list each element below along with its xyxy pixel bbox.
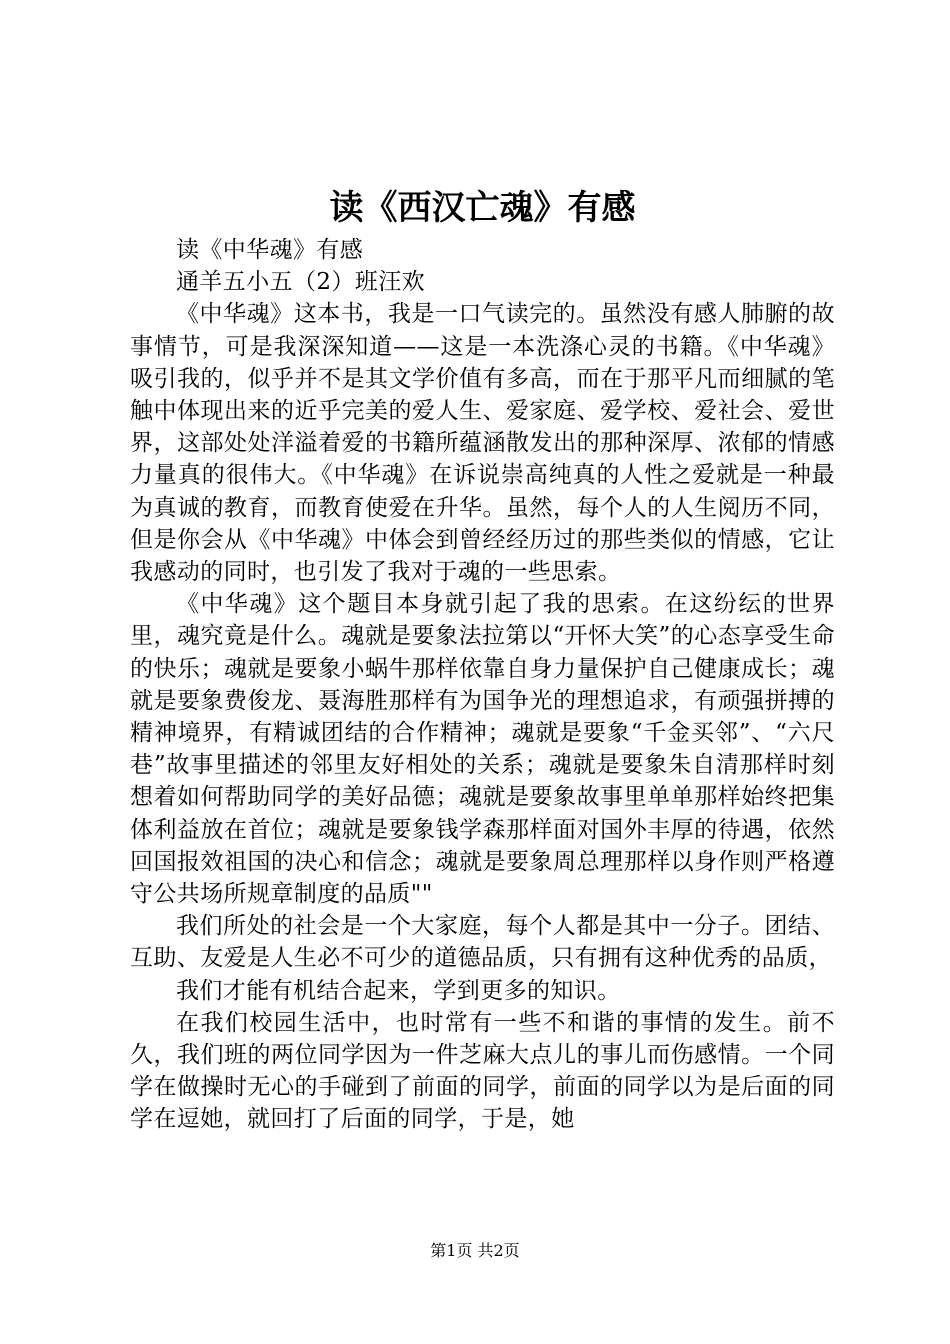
- author-paragraph: 通羊五小五（2）班汪欢: [176, 269, 426, 296]
- page-footer: 第1页 共2页: [430, 1241, 520, 1260]
- subtitle-paragraph: 读《中华魂》有感: [176, 237, 364, 263]
- body-paragraph: 我们所处的社会是一个大家庭，每个人都是其中一分子。团结、互助、友爱是人生必不可少的道德品质，只有拥有这种优秀的品质，: [130, 913, 835, 972]
- body-paragraph: 我们才能有机结合起来，学到更多的知识。: [176, 977, 621, 1004]
- body-paragraph: 《中华魂》这个题目本身就引起了我的思索。在这纷纭的世界里，魂究竟是什么。魂就是要象法拉第以“开怀大笑”的心态享受生命的快乐；魂就是要象小蜗牛那样依靠自身力量保护自己健康成长；魂就是要象费俊龙、聂海胜那样有为国争光的理想追求，有顽强拼搏的精神境界，有精诚团结的合作精神；魂就是要象“千金买邻”、“六尺巷”故事里描述的邻里友好相处的关系；魂就是要象朱自清那样时刻想着如何帮助同学的美好品德；魂就是要象故事里单单那样始终把集体利益放在首位；魂就是要象钱学森那样面对国外丰厚的待遇，依然回国报效祖国的决心和信念；魂就是要象周总理那样以身作则严格遵守公共场所规章制度的品质"": [130, 591, 835, 908]
- body-paragraph: 《中华魂》这本书，我是一口气读完的。虽然没有感人肺腑的故事情节，可是我深深知道——这是一本洗涤心灵的书籍。《中华魂》吸引我的，似乎并不是其文学价值有多高，而在于那平凡而细腻的笔触中体现出来的近乎完美的爱人生、爱家庭、爱学校、爱社会、爱世界，这部处处洋溢着爱的书籍所蕴涵散发出的那种深厚、浓郁的情感力量真的很伟大。《中华魂》在诉说崇高纯真的人性之爱就是一种最为真诚的教育，而教育使爱在升华。虽然，每个人的人生阅历不同，但是你会从《中华魂》中体会到曾经经历过的那些类似的情感，它让我感动的同时，也引发了我对于魂的一些思索。: [130, 301, 835, 586]
- document-title: 读《西汉亡魂》有感: [329, 188, 636, 228]
- document-page: [130, 0, 835, 1344]
- body-paragraph: 在我们校园生活中，也时常有一些不和谐的事情的发生。前不久，我们班的两位同学因为一件芝麻大点儿的事儿而伤感情。一个同学在做操时无心的手碰到了前面的同学，前面的同学以为是后面的同学在逗她，就回打了后面的同学，于是，她: [130, 1009, 835, 1133]
- document-body: [130, 234, 835, 1136]
